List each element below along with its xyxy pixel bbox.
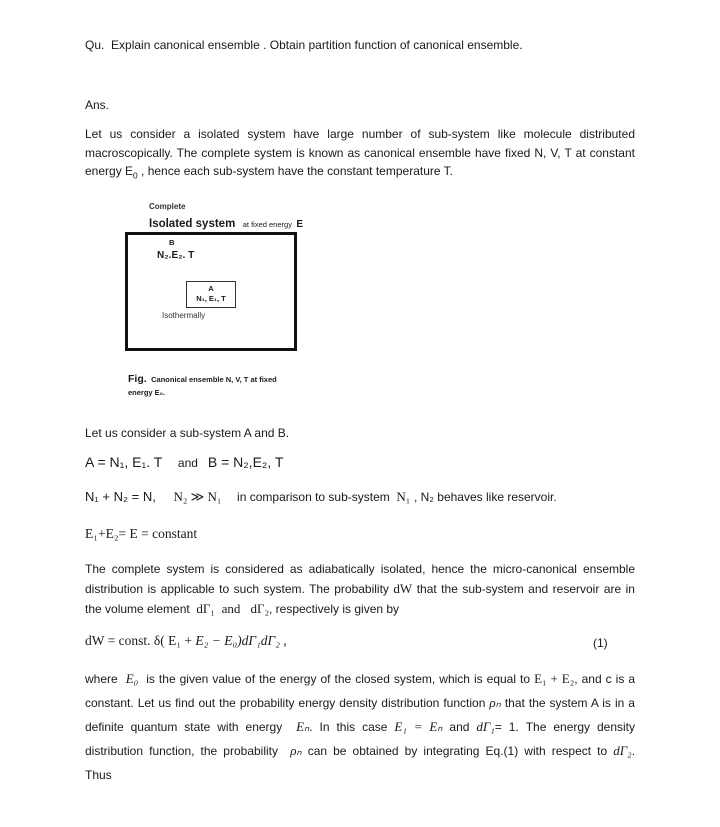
figure-complete-label: Complete	[149, 202, 186, 211]
equation-1: dW = const. δ( E₁ + E₂ − E₀)dΓ₁dΓ₂ ,	[85, 633, 287, 648]
energy-sum: E₁+E₂= E = constant	[85, 526, 198, 541]
final-paragraph: where E₀ is the given value of the energy of the closed system, which is equal to E₁ + E₂, and c is a constant. Let us find out the probability energy density distribution function ρₙ that the system A is in a definite quantum state with energy Eₙ. In this case E₁ = Eₙ and dΓ₁= 1. The energy density distribution function, the probability ρₙ can be obtained by integrating Eq.(1) with respect to dΓ₂. Thus	[85, 671, 636, 782]
equation-1-number: (1)	[593, 636, 608, 650]
subsystem-box	[186, 281, 236, 308]
reservoir-vars: N₂.E₂. T	[157, 250, 195, 261]
intro-paragraph	[85, 125, 635, 181]
isothermal-label: Isothermally	[162, 311, 206, 320]
question-prefix: Qu.	[85, 38, 105, 52]
question-heading	[85, 36, 523, 54]
adiabatic-paragraph: The complete system is considered as adiabatically isolated, hence the micro-canonical ensemble distribution is applicable to such system. The probability dW that the sub-system and reservoir are in the volume element dΓ₁ and dΓ₂, respectively is given by	[85, 562, 635, 616]
question-text: Explain canonical ensemble . Obtain partition function of canonical ensemble.	[111, 38, 523, 52]
particle-relations: N₁ + N₂ = N, N₂ ≫ N₁ in comparison to sub-system N₁ , N₂ behaves like reservoir.	[85, 489, 557, 504]
subsystem-label: A	[208, 284, 214, 293]
intro-line-3: energy $E_0$ , hence each sub-system have the constant temperature T.	[85, 164, 453, 181]
intro-line-1: Let us consider a isolated system have large number of sub-system like molecule distributed	[85, 127, 635, 141]
subsystem-vars: N₁, E₁, T	[196, 294, 226, 303]
intro-line-2: macroscopically. The complete system is known as canonical ensemble have fixed N, V, T at constant	[85, 145, 635, 160]
subsystems-equations: A = N₁, E₁. T and B = N₂,E₂, T	[85, 454, 284, 470]
subsystems-intro: Let us consider a sub-system A and B.	[85, 426, 290, 440]
answer-label: Ans.	[85, 98, 110, 112]
figure-title: Isolated system at fixed energy E	[149, 218, 304, 230]
reservoir-label: B	[169, 238, 175, 247]
figure-caption: Fig. Canonical ensemble N, V, T at fixed energy E₀.	[128, 373, 277, 397]
